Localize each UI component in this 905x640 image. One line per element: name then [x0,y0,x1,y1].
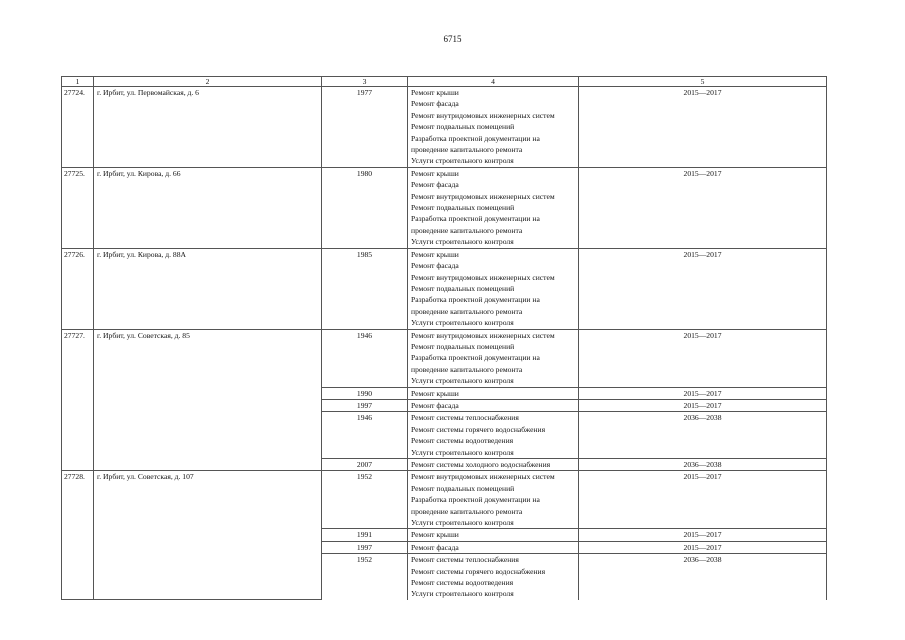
repair-schedule-table [61,76,827,600]
work-item: Ремонт внутридомовых инженерных систем [411,330,555,340]
year-cell: 1977 [322,87,408,168]
entry-number: 27726. [62,248,94,329]
period-cell: 2015—2017 [579,167,827,248]
work-item: Ремонт подвальных помещений [411,341,515,351]
work-item: Ремонт внутридомовых инженерных систем [411,191,555,201]
work-item: Ремонт внутридомовых инженерных систем [411,472,555,482]
work-item: Услуги строительного контроля [411,589,514,599]
period-cell: 2015—2017 [579,87,827,168]
address-cell: г. Ирбит, ул. Советская, д. 107 [94,471,322,600]
work-item: Услуги строительного контроля [411,318,514,328]
address-cell: г. Ирбит, ул. Кирова, д. 66 [94,167,322,248]
work-item: Ремонт системы горячего водоснабжения [411,424,546,434]
works-cell [408,471,579,529]
work-item: Разработка проектной документации на [411,495,540,505]
year-cell: 1946 [322,329,408,387]
work-item: Услуги строительного контроля [411,376,514,386]
work-item: Ремонт системы горячего водоснабжения [411,566,546,576]
work-item: Ремонт системы теплоснабжения [411,413,519,423]
works-cell [408,541,579,553]
work-item: Ремонт крыши [411,530,459,540]
work-item: проведение капитального ремонта [411,306,523,316]
works-cell [408,412,579,459]
year-cell: 2007 [322,459,408,471]
period-cell: 2015—2017 [579,471,827,529]
entry-number: 27728. [62,471,94,600]
table-row [62,329,827,387]
work-item: Разработка проектной документации на [411,295,540,305]
work-item: Ремонт подвальных помещений [411,122,515,132]
col-header: 4 [408,77,579,87]
year-cell: 1946 [322,412,408,459]
col-header: 2 [94,77,322,87]
year-cell: 1980 [322,167,408,248]
work-item: Ремонт подвальных помещений [411,483,515,493]
period-cell: 2015—2017 [579,541,827,553]
entry-number: 27724. [62,87,94,168]
work-item: проведение капитального ремонта [411,364,523,374]
works-cell [408,399,579,411]
table-row [62,248,827,329]
works-cell [408,459,579,471]
col-header: 3 [322,77,408,87]
work-item: Услуги строительного контроля [411,518,514,528]
work-item: Ремонт крыши [411,388,459,398]
year-cell: 1997 [322,399,408,411]
work-item: Ремонт системы теплоснабжения [411,555,519,565]
period-cell: 2015—2017 [579,529,827,541]
work-item: Ремонт фасада [411,99,459,109]
table-body [62,87,827,600]
work-item: проведение капитального ремонта [411,145,523,155]
table-row [62,167,827,248]
work-item: Ремонт внутридомовых инженерных систем [411,110,555,120]
work-item: Ремонт крыши [411,168,459,178]
works-cell [408,554,579,600]
entry-number: 27725. [62,167,94,248]
period-cell: 2036—2038 [579,412,827,459]
work-item: Услуги строительного контроля [411,447,514,457]
work-item: Ремонт внутридомовых инженерных систем [411,272,555,282]
year-cell: 1952 [322,554,408,600]
work-item: Ремонт подвальных помещений [411,283,515,293]
work-item: Ремонт фасада [411,180,459,190]
period-cell: 2036—2038 [579,554,827,600]
work-item: Ремонт фасада [411,542,459,552]
address-cell: г. Ирбит, ул. Советская, д. 85 [94,329,322,471]
work-item: Услуги строительного контроля [411,237,514,247]
col-header: 1 [62,77,94,87]
entry-number: 27727. [62,329,94,471]
period-cell: 2015—2017 [579,399,827,411]
work-item: проведение капитального ремонта [411,225,523,235]
address-cell: г. Ирбит, ул. Кирова, д. 88А [94,248,322,329]
work-item: Разработка проектной документации на [411,214,540,224]
work-item: Услуги строительного контроля [411,156,514,166]
work-item: Ремонт крыши [411,249,459,259]
work-item: Ремонт системы водоотведения [411,436,514,446]
page-number: 6715 [443,34,462,44]
period-cell: 2036—2038 [579,459,827,471]
period-cell: 2015—2017 [579,387,827,399]
work-item: Разработка проектной документации на [411,353,540,363]
works-cell [408,529,579,541]
year-cell: 1997 [322,541,408,553]
year-cell: 1985 [322,248,408,329]
year-cell: 1991 [322,529,408,541]
work-item: Ремонт фасада [411,261,459,271]
work-item: проведение капитального ремонта [411,506,523,516]
year-cell: 1952 [322,471,408,529]
column-number-row [62,77,827,87]
works-cell [408,387,579,399]
table-row [62,471,827,529]
work-item: Ремонт фасада [411,400,459,410]
work-item: Ремонт крыши [411,88,459,97]
work-item: Разработка проектной документации на [411,133,540,143]
work-item: Ремонт подвальных помещений [411,203,515,213]
address-cell: г. Ирбит, ул. Первомайская, д. 6 [94,87,322,168]
work-item: Ремонт системы холодного водоснабжения [411,460,551,469]
works-cell [408,167,579,248]
works-cell [408,329,579,387]
year-cell: 1990 [322,387,408,399]
period-cell: 2015—2017 [579,248,827,329]
work-item: Ремонт системы водоотведения [411,578,514,588]
works-cell [408,87,579,168]
col-header: 5 [579,77,827,87]
period-cell: 2015—2017 [579,329,827,387]
table-row [62,87,827,168]
works-cell [408,248,579,329]
